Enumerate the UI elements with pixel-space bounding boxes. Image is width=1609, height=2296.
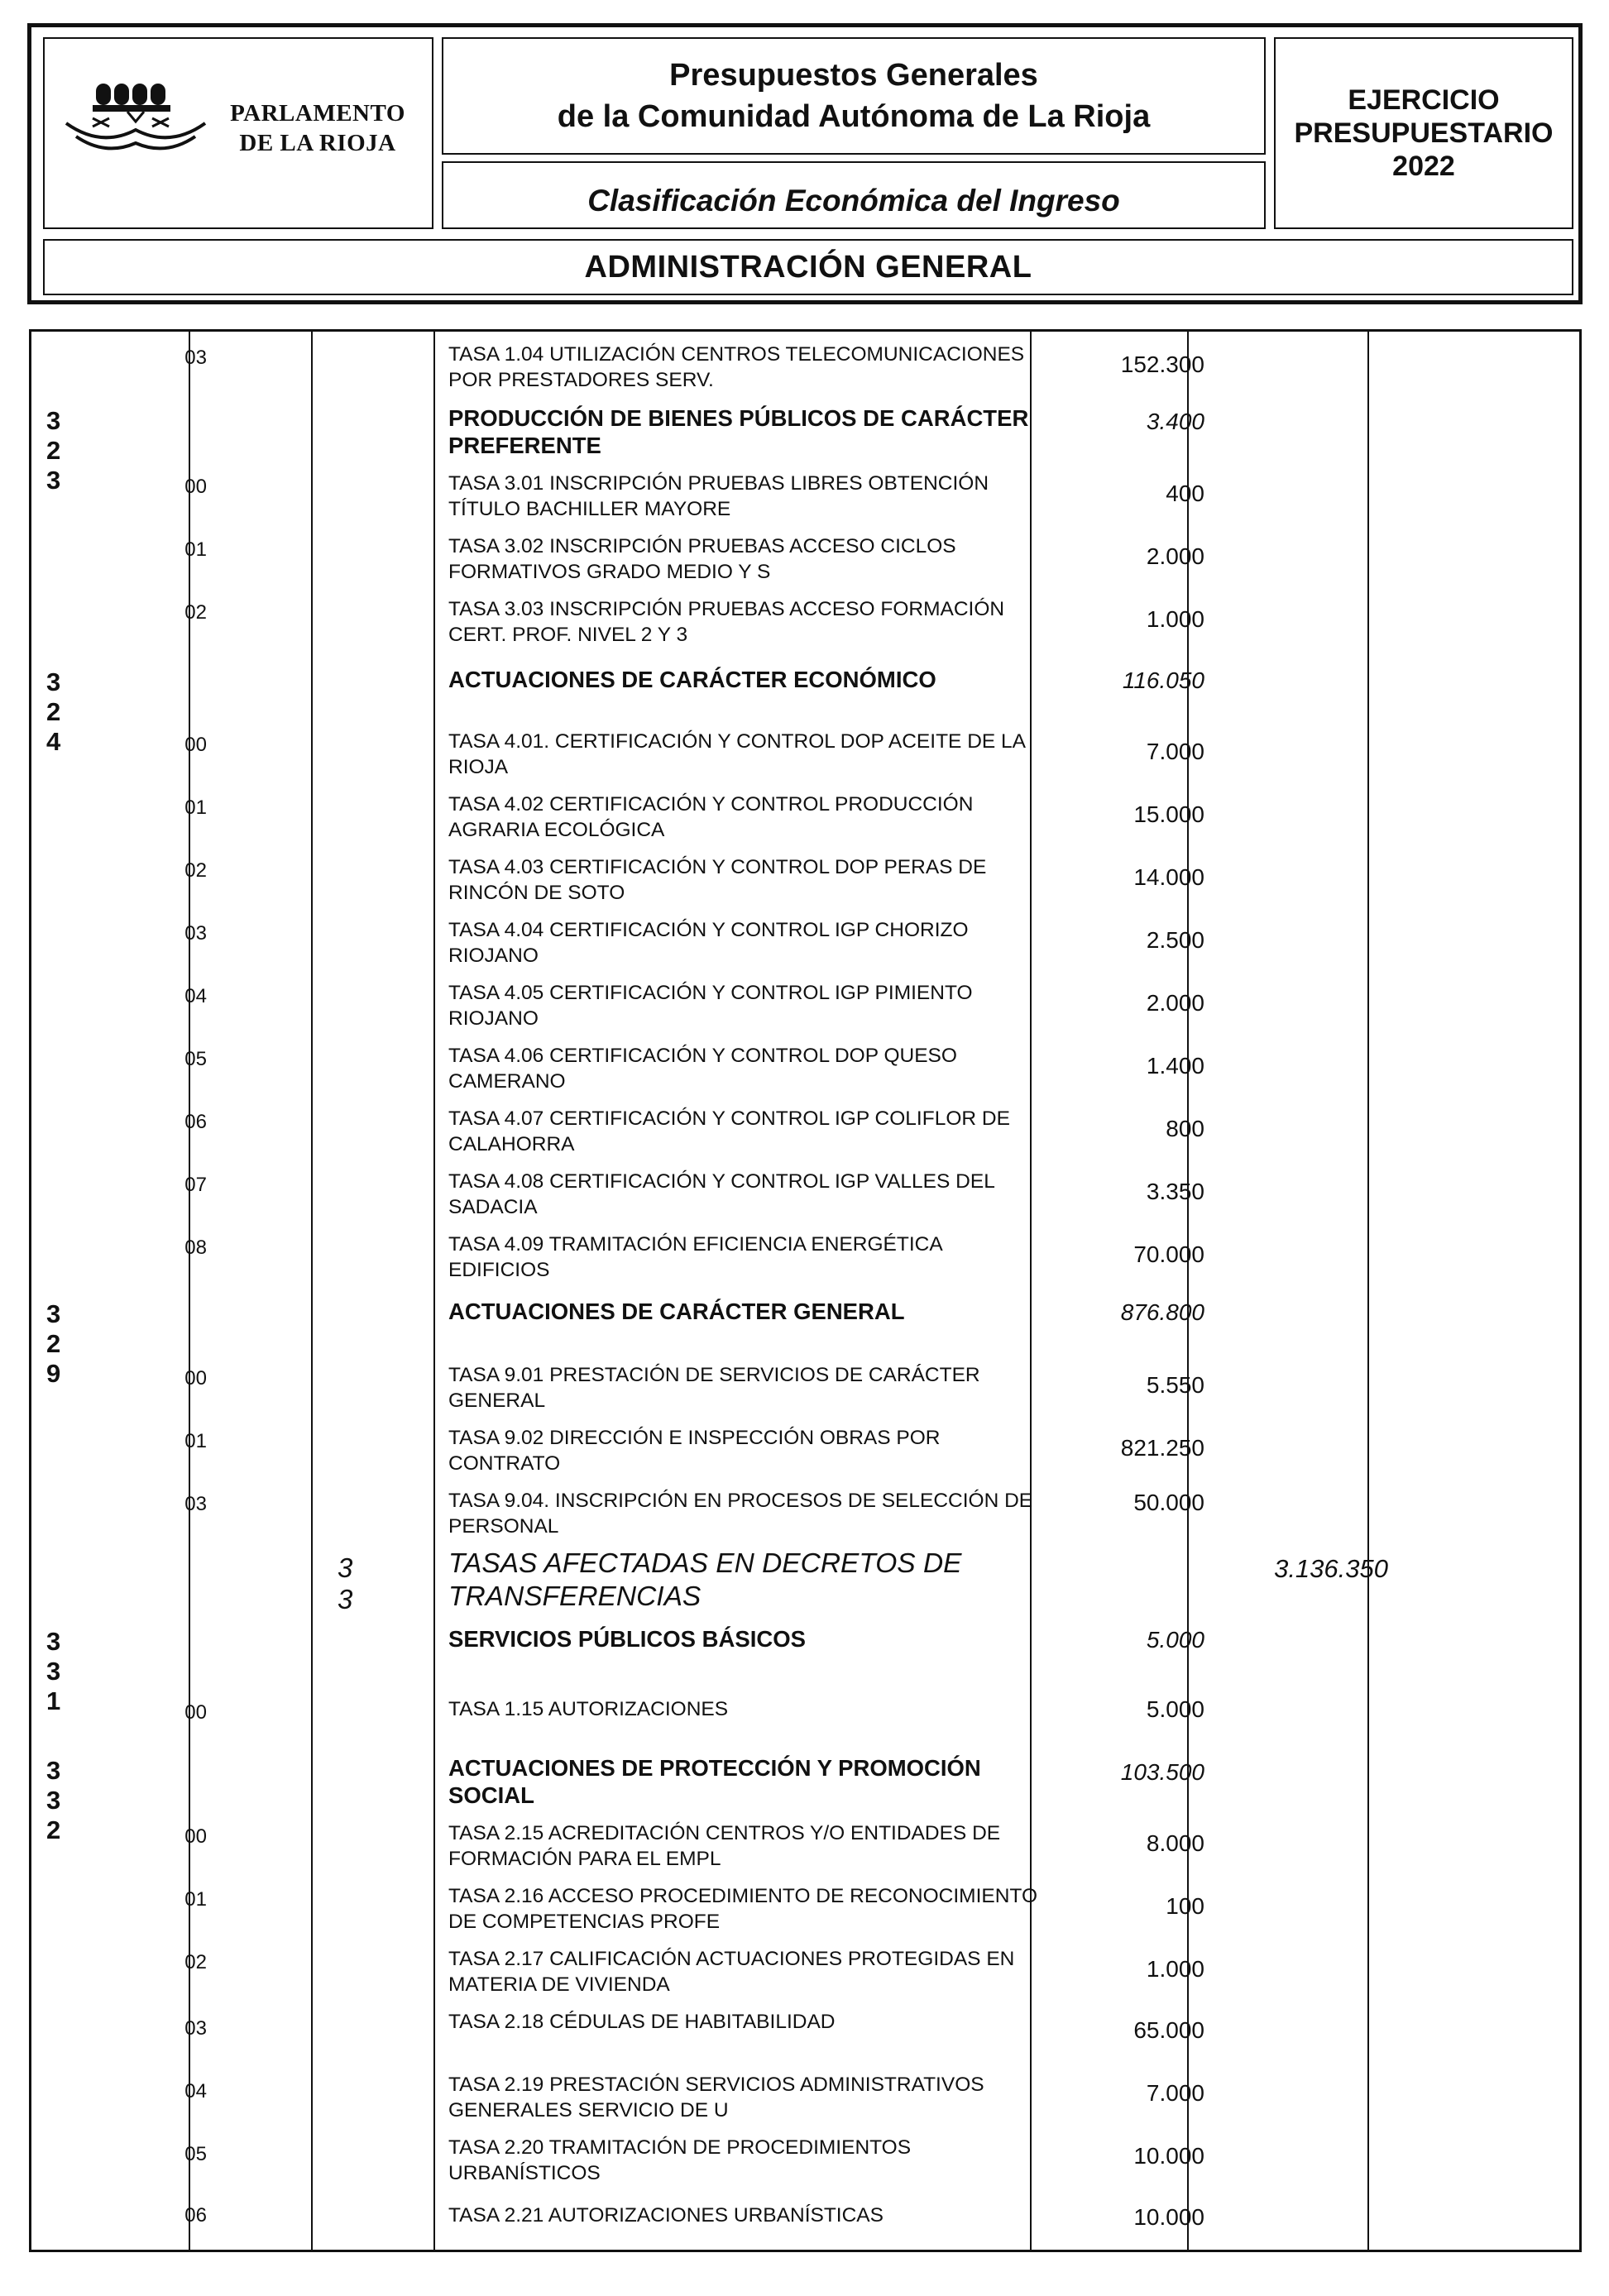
title-panel (442, 37, 1266, 155)
row-description: ACTUACIONES DE CARÁCTER ECONÓMICO (448, 667, 936, 692)
article-code: 3 2 3 (46, 406, 62, 495)
row-description: TASA 9.01 PRESTACIÓN DE SERVICIOS DE CARÁCTER GENERAL (448, 1364, 980, 1412)
row-description: TASA 2.15 ACREDITACIÓN CENTROS Y/O ENTIDADES DE FORMACIÓN PARA EL EMPL (448, 1822, 1001, 1870)
row-description: TASA 4.06 CERTIFICACIÓN Y CONTROL DOP QUESO CAMERANO (448, 1045, 957, 1093)
row-description: SERVICIOS PÚBLICOS BÁSICOS (448, 1626, 806, 1652)
subconcept-code: 02 (184, 1951, 207, 1973)
title-line2: de la Comunidad Autónoma de La Rioja (557, 99, 1151, 134)
subconcept-code: 00 (184, 1825, 207, 1848)
subconcept-code: 05 (184, 2143, 207, 2165)
row-description: ACTUACIONES DE CARÁCTER GENERAL (448, 1299, 905, 1324)
row-description: TASA 4.02 CERTIFICACIÓN Y CONTROL PRODUCCIÓN AGRARIA ECOLÓGICA (448, 793, 974, 841)
subconcept-code: 01 (184, 1888, 207, 1911)
row-amount: 116.050 (1122, 667, 1204, 693)
row-amount: 1.400 (1146, 1053, 1204, 1079)
row-description: TASA 4.08 CERTIFICACIÓN Y CONTROL IGP VALLES DEL SADACIA (448, 1170, 994, 1218)
ejercicio-line2: PRESUPUESTARIO (1294, 117, 1554, 149)
row-amount: 8.000 (1146, 1830, 1204, 1856)
subconcept-code: 04 (184, 2080, 207, 2102)
row-amount: 50.000 (1133, 1490, 1204, 1515)
row-description: TASA 9.02 DIRECCIÓN E INSPECCIÓN OBRAS POR CONTRATO (448, 1427, 941, 1475)
row-amount: 876.800 (1120, 1299, 1204, 1325)
row-description: TASA 2.17 CALIFICACIÓN ACTUACIONES PROTEGIDAS EN MATERIA DE VIVIENDA (448, 1948, 1015, 1996)
subconcept-code: 08 (184, 1236, 207, 1259)
ejercicio-year: 2022 (1392, 151, 1455, 182)
column-divider (1367, 332, 1369, 2250)
row-description: TASA 3.02 INSCRIPCIÓN PRUEBAS ACCESO CICLOS FORMATIVOS GRADO MEDIO Y S (448, 535, 956, 583)
row-amount: 7.000 (1146, 2080, 1204, 2106)
row-description: ACTUACIONES DE PROTECCIÓN Y PROMOCIÓN SOCIAL (448, 1755, 981, 1808)
subconcept-code: 05 (184, 1048, 207, 1070)
row-amount: 65.000 (1133, 2017, 1204, 2043)
row-description: TASA 1.04 UTILIZACIÓN CENTROS TELECOMUNICACIONES POR PRESTADORES SERV. (448, 343, 1025, 391)
subconcept-code: 06 (184, 1111, 207, 1133)
row-amount: 14.000 (1133, 864, 1204, 890)
row-description: TASA 2.18 CÉDULAS DE HABITABILIDAD (448, 2011, 836, 2033)
row-amount: 10.000 (1133, 2143, 1204, 2169)
subconcept-code: 03 (184, 1493, 207, 1515)
row-amount: 7.000 (1146, 739, 1204, 764)
row-amount: 1.000 (1146, 606, 1204, 632)
row-amount: 2.000 (1146, 543, 1204, 569)
column-divider (433, 332, 435, 2250)
row-amount: 70.000 (1133, 1241, 1204, 1267)
concept-code: 3 3 (338, 1552, 353, 1614)
article-code: 3 3 2 (46, 1756, 62, 1844)
row-description: TASA 2.16 ACCESO PROCEDIMIENTO DE RECONOCIMIENTO DE COMPETENCIAS PROFE (448, 1885, 1038, 1933)
row-amount: 15.000 (1133, 801, 1204, 827)
subconcept-code: 00 (184, 734, 207, 756)
section-panel (43, 239, 1573, 295)
row-amount: 2.000 (1146, 990, 1204, 1016)
row-amount: 400 (1166, 481, 1204, 506)
row-amount: 2.500 (1146, 927, 1204, 953)
article-code: 3 2 4 (46, 667, 62, 756)
column-divider (311, 332, 313, 2250)
subtitle: Clasificación Económica del Ingreso (587, 184, 1120, 218)
subconcept-code: 03 (184, 922, 207, 945)
subconcept-code: 01 (184, 1430, 207, 1452)
subconcept-code: 01 (184, 538, 207, 561)
row-description: TASA 4.01. CERTIFICACIÓN Y CONTROL DOP ACEITE DE LA RIOJA (448, 730, 1025, 778)
row-description: TASA 3.01 INSCRIPCIÓN PRUEBAS LIBRES OBTENCIÓN TÍTULO BACHILLER MAYORE (448, 472, 989, 520)
subconcept-code: 02 (184, 859, 207, 882)
logo-panel (43, 37, 433, 229)
row-description: TASA 1.15 AUTORIZACIONES (448, 1698, 729, 1720)
row-amount: 1.000 (1146, 1956, 1204, 1982)
row-description: TASA 4.05 CERTIFICACIÓN Y CONTROL IGP PIMIENTO RIOJANO (448, 982, 973, 1030)
subconcept-code: 00 (184, 1701, 207, 1724)
concept-total: 3.136.350 (1274, 1554, 1388, 1583)
subconcept-code: 00 (184, 476, 207, 498)
parliament-logo-icon (60, 72, 217, 163)
row-description: TASAS AFECTADAS EN DECRETOS DE TRANSFERENCIAS (448, 1548, 962, 1612)
subconcept-code: 06 (184, 2204, 207, 2227)
row-description: PRODUCCIÓN DE BIENES PÚBLICOS DE CARÁCTER PREFERENTE (448, 405, 1029, 458)
subconcept-code: 02 (184, 601, 207, 624)
document-header (27, 23, 1583, 304)
subconcept-code: 04 (184, 985, 207, 1007)
row-amount: 5.550 (1146, 1372, 1204, 1398)
parliament-name (210, 98, 425, 158)
row-amount: 5.000 (1146, 1627, 1204, 1653)
row-description: TASA 3.03 INSCRIPCIÓN PRUEBAS ACCESO FORMACIÓN CERT. PROF. NIVEL 2 Y 3 (448, 598, 1005, 646)
subconcept-code: 00 (184, 1367, 207, 1390)
row-description: TASA 2.19 PRESTACIÓN SERVICIOS ADMINISTRATIVOS GENERALES SERVICIO DE U (448, 2074, 984, 2121)
subconcept-code: 01 (184, 796, 207, 819)
row-description: TASA 2.21 AUTORIZACIONES URBANÍSTICAS (448, 2204, 884, 2227)
parliament-name-line1: PARLAMENTO (230, 100, 405, 127)
ejercicio-panel (1274, 37, 1573, 229)
budget-table (29, 329, 1582, 2252)
row-amount: 103.500 (1120, 1759, 1204, 1785)
subconcept-code: 07 (184, 1174, 207, 1196)
row-description: TASA 2.20 TRAMITACIÓN DE PROCEDIMIENTOS URBANÍSTICOS (448, 2136, 912, 2184)
row-description: TASA 4.09 TRAMITACIÓN EFICIENCIA ENERGÉTICA EDIFICIOS (448, 1233, 942, 1281)
row-amount: 100 (1166, 1893, 1204, 1919)
row-amount: 800 (1166, 1116, 1204, 1141)
row-amount: 3.350 (1146, 1179, 1204, 1204)
row-amount: 152.300 (1120, 352, 1204, 377)
row-amount: 3.400 (1146, 409, 1204, 434)
row-description: TASA 9.04. INSCRIPCIÓN EN PROCESOS DE SELECCIÓN DE PERSONAL (448, 1490, 1033, 1538)
article-code: 3 3 1 (46, 1627, 62, 1715)
row-amount: 5.000 (1146, 1696, 1204, 1722)
subtitle-panel (442, 161, 1266, 229)
subconcept-code: 03 (184, 2017, 207, 2040)
section-title: ADMINISTRACIÓN GENERAL (584, 249, 1032, 285)
row-description: TASA 4.03 CERTIFICACIÓN Y CONTROL DOP PERAS DE RINCÓN DE SOTO (448, 856, 987, 904)
subconcept-code: 03 (184, 347, 207, 369)
article-code: 3 2 9 (46, 1299, 62, 1388)
row-description: TASA 4.07 CERTIFICACIÓN Y CONTROL IGP COLIFLOR DE CALAHORRA (448, 1107, 1010, 1155)
row-amount: 10.000 (1133, 2204, 1204, 2230)
row-amount: 821.250 (1120, 1435, 1204, 1461)
row-description: TASA 4.04 CERTIFICACIÓN Y CONTROL IGP CHORIZO RIOJANO (448, 919, 969, 967)
title-line1: Presupuestos Generales (669, 58, 1038, 93)
parliament-name-line2: DE LA RIOJA (239, 130, 396, 156)
ejercicio-line1: EJERCICIO (1348, 84, 1500, 116)
